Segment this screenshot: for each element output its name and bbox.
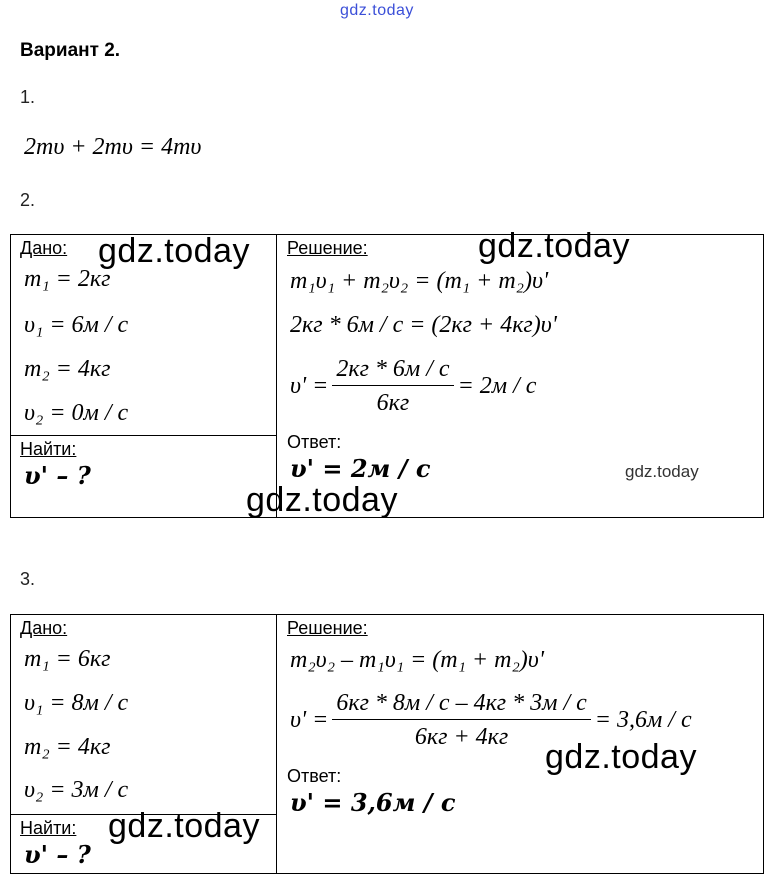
header-watermark: gdz.today (340, 2, 414, 19)
task2-eq3-rhs: = 2м / с (457, 373, 537, 399)
task3-watermark-2: gdz.today (108, 807, 260, 845)
task2-answer-value: υ' = 2м / с (290, 454, 431, 483)
task3-given-m2: m₂ = 4кг (24, 734, 111, 760)
task3-eq2-rhs: = 3,6м / с (594, 707, 692, 733)
task3-watermark-1: gdz.today (545, 738, 697, 776)
task3-number: 3. (20, 569, 36, 589)
task2-answer-label: Ответ: (287, 432, 342, 452)
task2-given-label: Дано: (20, 238, 68, 258)
task3-find-label: Найти: (20, 818, 77, 838)
task3-given-v2: υ₂ = 3м / с (24, 777, 129, 803)
task2-watermark-2: gdz.today (478, 227, 630, 265)
task2-equation-3 (290, 356, 536, 417)
task2-find-value: υ' – ? (24, 461, 91, 490)
task2-eq3-lhs: υ' = (290, 373, 329, 399)
task2-given-v1: υ₁ = 6м / с (24, 312, 129, 338)
task2-watermark-4: gdz.today (246, 481, 398, 519)
task3-given-m1: m₁ = 6кг (24, 646, 111, 672)
task2-equation-1: m₁υ₁ + m₂υ₂ = (m₁ + m₂)υ' (290, 268, 549, 294)
task2-eq3-fraction (332, 356, 453, 417)
task2-divider-horizontal (10, 435, 276, 436)
task2-divider-vertical (276, 234, 277, 518)
task3-given-v1: υ₁ = 8м / с (24, 690, 129, 716)
task3-find-value: υ' – ? (24, 840, 91, 869)
task2-eq3-numerator: 2кг * 6м / с (332, 356, 453, 386)
page-title: Вариант 2. (20, 40, 121, 61)
task2-given-v2: υ₂ = 0м / с (24, 400, 129, 426)
task2-watermark-1: gdz.today (98, 232, 250, 270)
task3-equation-1: m₂υ₂ – m₁υ₁ = (m₁ + m₂)υ' (290, 647, 544, 673)
task2-equation-2: 2кг * 6м / с = (2кг + 4кг)υ' (290, 312, 557, 338)
task2-number: 2. (20, 190, 36, 210)
task2-eq3-denominator: 6кг (376, 390, 410, 416)
task3-answer-label: Ответ: (287, 766, 342, 786)
task2-find-label: Найти: (20, 439, 77, 459)
task2-given-m2: m₂ = 4кг (24, 356, 111, 382)
task3-eq2-denominator: 6кг + 4кг (414, 724, 509, 750)
task3-divider-vertical (276, 614, 277, 874)
task2-given-m1: m₁ = 2кг (24, 266, 111, 292)
task2-solution-label: Решение: (287, 238, 368, 258)
task3-eq2-lhs: υ' = (290, 707, 329, 733)
task3-answer-value: υ' = 3,6м / с (290, 788, 456, 817)
task3-given-label: Дано: (20, 618, 68, 638)
task3-solution-label: Решение: (287, 618, 368, 638)
task3-eq2-numerator: 6кг * 8м / с – 4кг * 3м / с (332, 690, 590, 720)
task1-formula: 2mυ + 2mυ = 4mυ (24, 134, 202, 160)
task2-watermark-3: gdz.today (625, 462, 699, 481)
task1-number: 1. (20, 87, 36, 107)
